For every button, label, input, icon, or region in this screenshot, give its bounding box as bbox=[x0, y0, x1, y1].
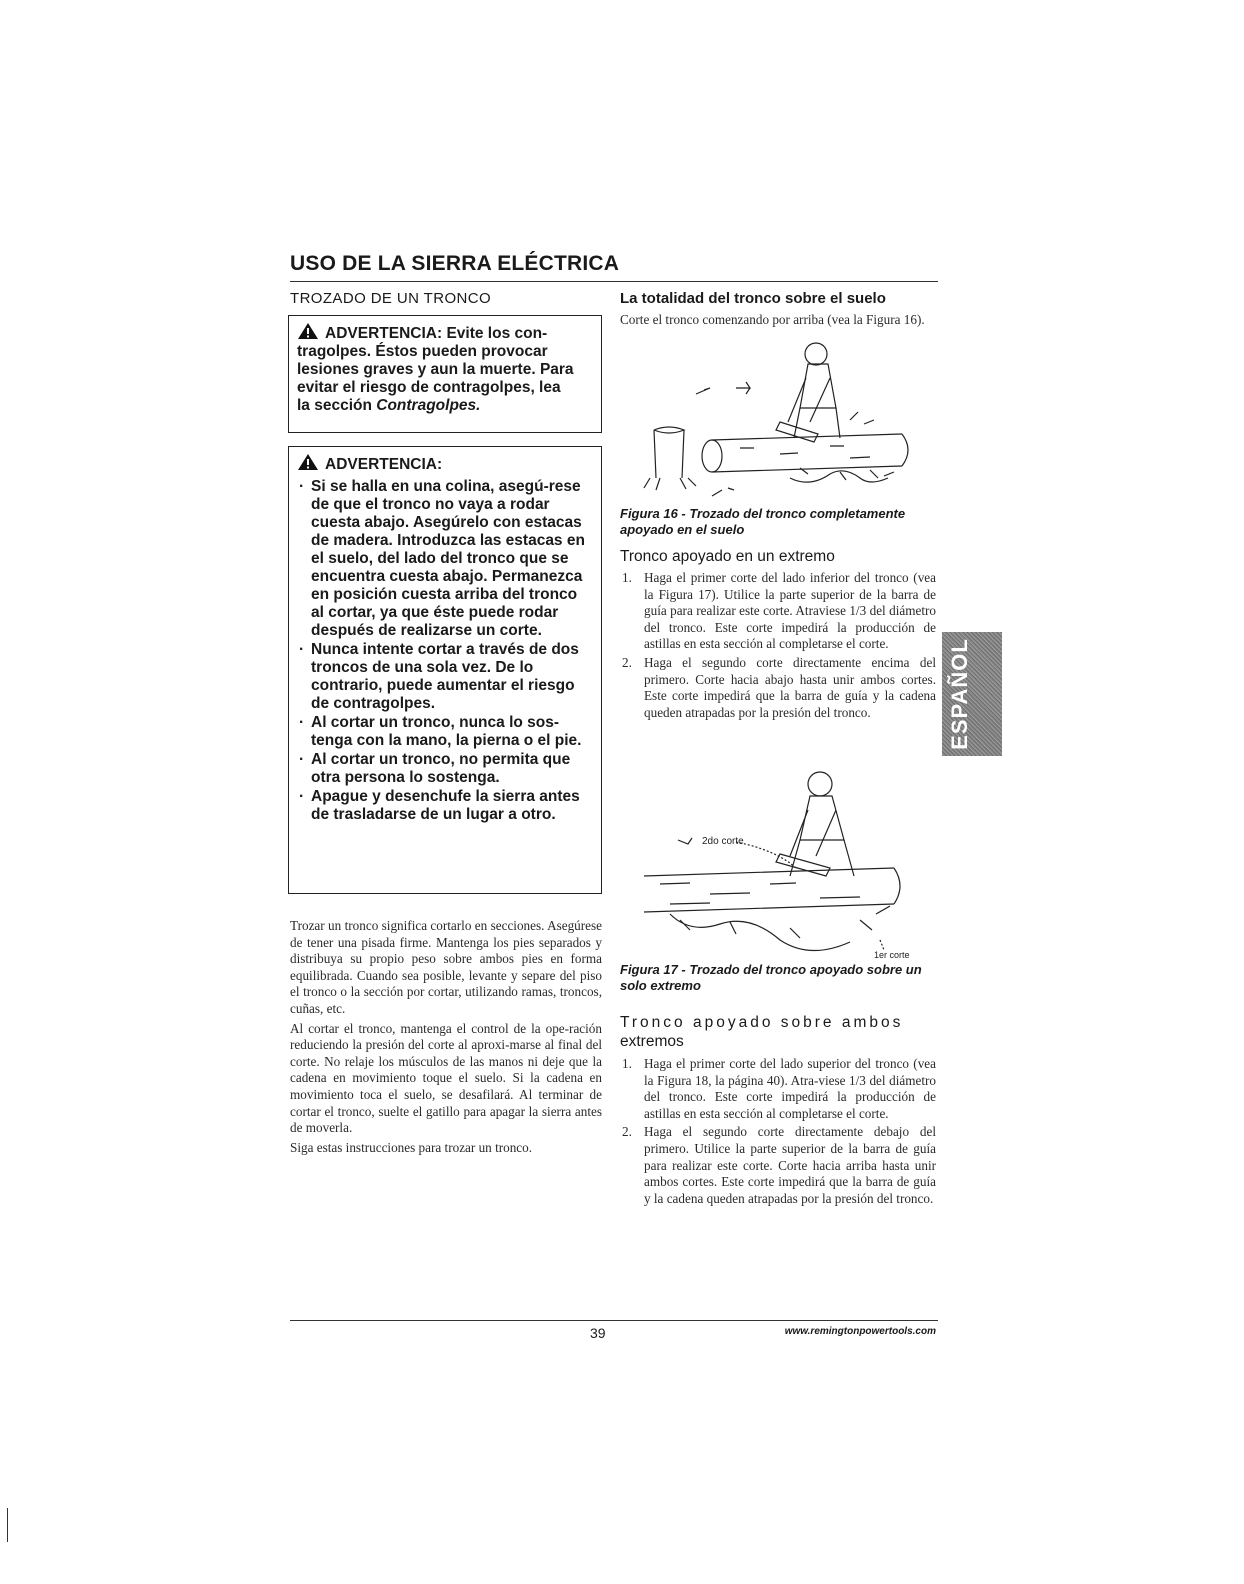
subheading-line: extremos bbox=[620, 1033, 684, 1050]
step-number: 1. bbox=[622, 570, 632, 585]
figure-17-label-first-cut: 1er corte bbox=[874, 950, 910, 960]
side-tab-label: ESPAÑOL bbox=[947, 638, 972, 750]
warning-label: ADVERTENCIA: bbox=[325, 325, 443, 342]
steps-supported-one-end bbox=[620, 570, 936, 723]
warning-list-item: · Nunca intente cortar a través de dos troncos de una sola vez. De lo contrario, puede aumentar el riesgo de contragolpes. bbox=[297, 641, 593, 713]
title-divider bbox=[290, 281, 938, 282]
figure-17-caption: Figura 17 - Trozado del tronco apoyado sobre un solo extremo bbox=[620, 962, 922, 993]
step-text: Haga el primer corte del lado inferior del tronco (vea la Figura 17). Utilice la parte superior de la barra de guía para realizar este corte. Atraviese 1/3 del diámetro del tronco. Este corte impedirá la producción de astillas en esta sección al completarse el corte. bbox=[644, 570, 936, 652]
step-number: 2. bbox=[622, 654, 632, 670]
step-number: 1. bbox=[622, 1056, 632, 1071]
paragraph: Siga estas instrucciones para trozar un tronco. bbox=[290, 1139, 533, 1155]
footer-website: www.remingtonpowertools.com bbox=[784, 1326, 936, 1337]
warning-label: ADVERTENCIA: bbox=[325, 456, 443, 473]
paragraph: Al cortar el tronco, mantenga el control de la ope-ración reduciendo la presión del corte al aproxi-marse al final del corte. No relaje los músculos de las manos ni deje que la cadena en movimiento toque el suelo. Si la cadena en movimiento toca el suelo, se desafilará. Al terminar de cortar el tronco, suelte el gatillo para apagar la sierra antes de moverla. bbox=[290, 1020, 602, 1136]
step-item bbox=[620, 1056, 936, 1122]
warning-text-line: tragolpes. Éstos pueden provocar bbox=[297, 343, 548, 360]
paragraph: Trozar un tronco significa cortarlo en secciones. Asegúrese de tener una pisada firme. Mantenga los pies separados y distribuya su propio peso sobre ambos pies en forma equilibrada. Cuando sea posible, levante y separe del piso el tronco o la sección por cortar, utilizando ramas, troncos, cuñas, etc. bbox=[290, 918, 602, 1016]
bucking-instructions bbox=[290, 918, 602, 1159]
figure-16-illustration bbox=[640, 338, 930, 506]
warning-text-line: Evite los con- bbox=[446, 325, 548, 342]
warning-list bbox=[297, 478, 593, 824]
warning-triangle-icon bbox=[297, 453, 319, 471]
warning-ref-kickback: Contragolpes. bbox=[376, 397, 481, 414]
step-text: Haga el primer corte del lado superior del tronco (vea la Figura 18, la página 40). Atra-viese 1/3 del diámetro del tronco. Este corte impedirá la producción de astillas en esta sección al completarse el corte. bbox=[644, 1056, 936, 1121]
page-number: 39 bbox=[590, 1325, 606, 1341]
warning-list-item: · Al cortar un tronco, nunca lo sos-tenga con la mano, la pierna o el pie. bbox=[297, 714, 593, 750]
step-text: Haga el segundo corte directamente debajo del primero. Utilice la parte superior de la barra de guía para realizar este corte. Corte hacia arriba hasta unir ambos cortes. Este corte impedirá que la barra de guía y la cadena queden atrapadas por la presión del tronco. bbox=[644, 1124, 936, 1206]
section-heading-log-on-ground: La totalidad del tronco sobre el suelo bbox=[620, 290, 886, 307]
warning-text-line: evitar el riesgo de contragolpes, lea bbox=[297, 379, 561, 396]
step-item bbox=[620, 1124, 936, 1207]
subheading-supported-both-ends bbox=[620, 1013, 938, 1051]
footer-divider bbox=[290, 1320, 938, 1321]
language-side-tab bbox=[942, 632, 1002, 756]
section-heading-bucking: TROZADO DE UN TRONCO bbox=[290, 290, 492, 307]
warning-box-kickback bbox=[288, 315, 602, 433]
step-item bbox=[620, 655, 936, 721]
figure-17-illustration bbox=[640, 764, 930, 960]
warning-list-item: · Al cortar un tronco, no permita que otra persona lo sostenga. bbox=[297, 751, 593, 787]
figure-17-label-second-cut: 2do corte bbox=[702, 836, 744, 847]
step-text: Haga el segundo corte directamente encima del primero. Corte hacia abajo hasta unir ambos cortes. Este corte impedirá que la barra de guía y la cadena queden atrapadas por la presión del tronco. bbox=[644, 654, 936, 720]
warning-list-item: · Apague y desenchufe la sierra antes de trasladarse de un lugar a otro. bbox=[297, 788, 593, 824]
warning-triangle-icon bbox=[297, 322, 319, 340]
steps-supported-both-ends bbox=[620, 1056, 936, 1209]
warning-list-item: · Si se halla en una colina, asegú-rese de que el tronco no vaya a rodar cuesta abajo. Asegúrelo con estacas de madera. Introduzca las estacas en el suelo, del lado del tronco que se encuentra cuesta abajo. Permanezca en posición cuesta arriba del tronco al cortar, ya que éste puede rodar después de realizarse un corte. bbox=[297, 478, 593, 640]
step-number: 2. bbox=[622, 1124, 632, 1140]
intro-text: Corte el tronco comenzando por arriba (vea la Figura 16). bbox=[620, 312, 925, 327]
subheading-supported-one-end: Tronco apoyado en un extremo bbox=[620, 548, 835, 565]
figure-16-caption: Figura 16 - Trozado del tronco completamente apoyado en el suelo bbox=[620, 506, 906, 537]
warning-text-line: la sección bbox=[297, 397, 377, 414]
page-title: USO DE LA SIERRA ELÉCTRICA bbox=[290, 252, 620, 275]
scan-margin-mark bbox=[6, 1508, 9, 1542]
subheading-line: Tronco apoyado sobre ambos bbox=[620, 1014, 904, 1031]
warning-text-line: lesiones graves y aun la muerte. Para bbox=[297, 361, 574, 378]
step-item bbox=[620, 570, 936, 653]
warning-box-logging-safety bbox=[288, 446, 602, 894]
